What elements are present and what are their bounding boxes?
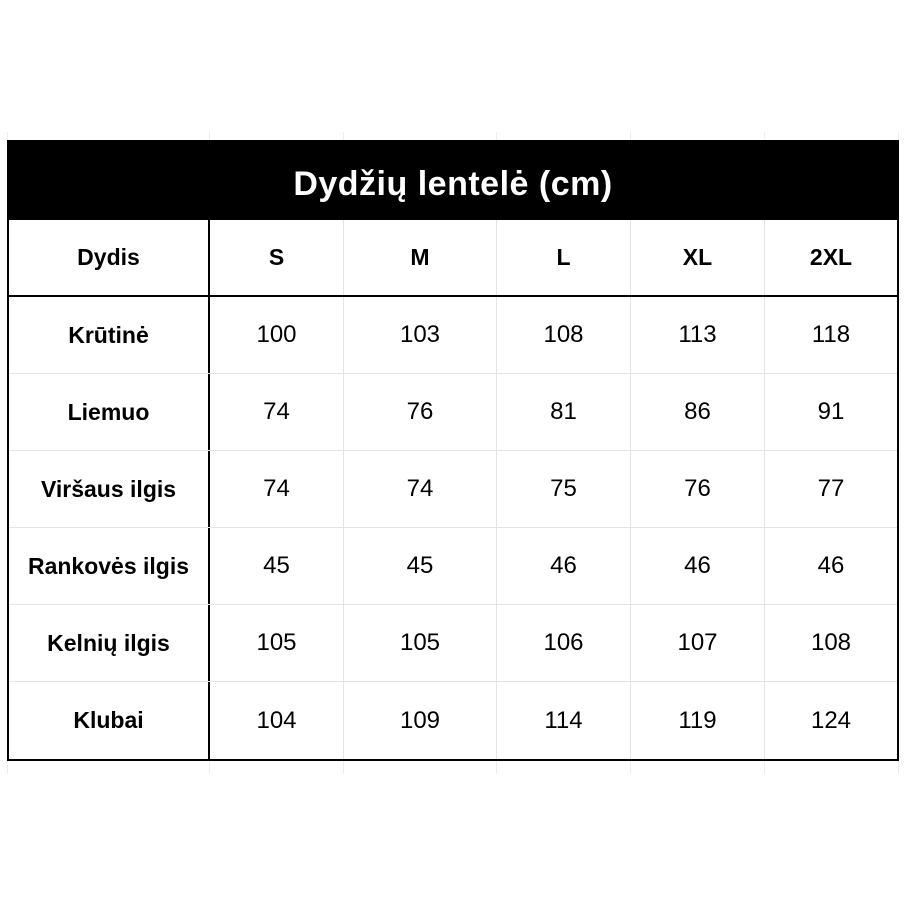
size-header-m: M [344, 220, 497, 295]
header-label-cell: Dydis [9, 220, 210, 295]
row-label: Klubai [9, 682, 210, 759]
table-cell: 104 [210, 682, 344, 759]
table-row [9, 374, 897, 451]
table-cell: 124 [810, 706, 852, 734]
table-cell: 108 [810, 629, 852, 656]
table-cell: 109 [344, 682, 497, 759]
table-row [9, 682, 897, 759]
table-cell: 114 [497, 682, 631, 759]
table-cell: 74 [210, 451, 344, 527]
table-cell: 106 [497, 605, 631, 681]
size-header-s: S [210, 220, 344, 295]
table-title-bar [9, 142, 897, 220]
table-cell: 105 [210, 605, 344, 681]
table-cell: 100 [210, 297, 344, 373]
row-label: Liemuo [9, 374, 210, 450]
table-cell: 113 [631, 297, 765, 373]
row-label: Krūtinė [9, 297, 210, 373]
size-header-xl: XL [631, 220, 765, 295]
table-cell: 107 [631, 605, 765, 681]
table-cell: 108 [497, 297, 631, 373]
table-cell: 86 [631, 374, 765, 450]
table-row [9, 297, 897, 374]
size-table [7, 140, 899, 761]
table-cell: 45 [210, 528, 344, 604]
table-cell: 46 [497, 528, 631, 604]
table-cell: 91 [817, 398, 845, 425]
table-row [9, 605, 897, 682]
row-label: Viršaus ilgis [9, 451, 210, 527]
row-label: Rankovės ilgis [9, 528, 210, 604]
table-row [9, 528, 897, 605]
table-cell: 118 [811, 321, 851, 348]
table-row [9, 451, 897, 528]
table-cell: 105 [344, 605, 497, 681]
table-cell: 76 [631, 451, 765, 527]
table-title: Dydžių lentelė (cm) [293, 164, 613, 203]
table-cell: 76 [344, 374, 497, 450]
table-cell: 77 [817, 475, 845, 502]
size-header-2xl: 2XL [809, 244, 853, 270]
table-cell: 74 [344, 451, 497, 527]
table-cell: 46 [631, 528, 765, 604]
table-cell: 119 [631, 682, 765, 759]
table-header-row [9, 220, 897, 297]
table-cell: 81 [497, 374, 631, 450]
table-cell: 45 [344, 528, 497, 604]
table-cell: 46 [817, 552, 845, 579]
row-label: Kelnių ilgis [9, 605, 210, 681]
table-cell: 74 [210, 374, 344, 450]
table-cell: 103 [344, 297, 497, 373]
size-header-l: L [497, 220, 631, 295]
table-cell: 75 [497, 451, 631, 527]
